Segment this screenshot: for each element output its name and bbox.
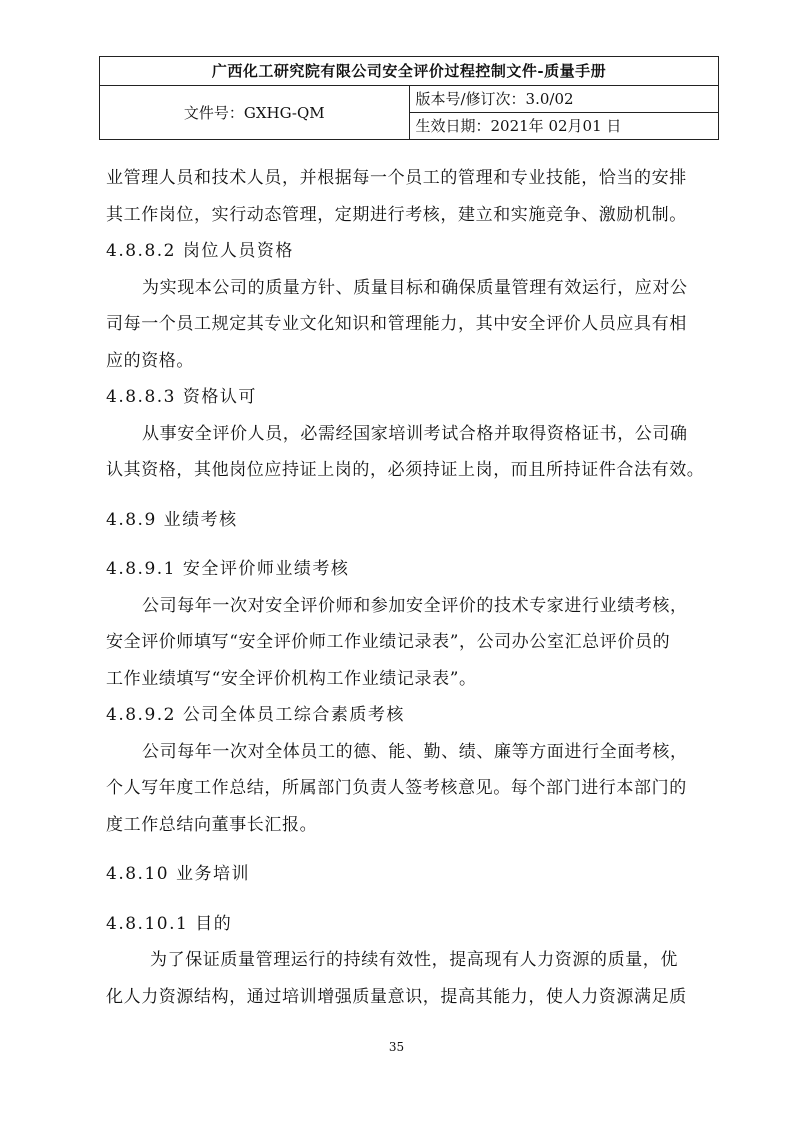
page-number: 35 [388,1040,405,1054]
spacer [106,843,721,856]
spacer [106,893,721,906]
paragraph-line: 其工作岗位，实行动态管理，定期进行考核，建立和实施竞争、激励机制。 [106,204,687,225]
spacer [106,489,721,502]
section-heading-4-8-8-2: 4.8.8.2 岗位人员资格 [106,241,294,261]
paragraph-line: 度工作总结向董事长汇报。 [106,814,318,835]
paragraph-line: 业管理人员和技术人员，并根据每一个员工的管理和专业技能，恰当的安排 [106,168,687,188]
paragraph-line: 化人力资源结构，通过培训增强质量意识，提高其能力，使人力资源满足质 [106,986,687,1007]
paragraph-line: 司每一个员工规定其专业文化知识和管理能力，其中安全评价人员应具有相 [106,314,687,334]
spacer [106,538,721,551]
document-number: 文件号：GXHG-QM [100,86,410,140]
paragraph-line: 公司每年一次对安全评价师和参加安全评价的技术专家进行业绩考核， [142,595,688,616]
paragraph-line: 公司每年一次对全体员工的德、能、勤、绩、廉等方面进行全面考核， [142,741,688,762]
paragraph-line: 认其资格，其他岗位应持证上岗的，必须持证上岗，而且所持证件合法有效。 [106,460,705,480]
paragraph-line: 应的资格。 [106,350,194,371]
document-header-table [99,56,719,140]
section-heading-4-8-10-1: 4.8.10.1 目的 [106,913,233,934]
section-heading-4-8-10: 4.8.10 业务培训 [106,864,250,884]
paragraph-line: 安全评价师填写“安全评价师工作业绩记录表”，公司办公室汇总评价员的 [106,632,671,652]
paragraph-line: 为了保证质量管理运行的持续有效性，提高现有人力资源的质量，优 [150,950,678,970]
paragraph-line: 从事安全评价人员，必需经国家培训考试合格并取得资格证书，公司确 [142,423,688,444]
paragraph-line: 个人写年度工作总结，所属部门负责人签考核意见。每个部门进行本部门的 [106,778,687,798]
effective-date: 生效日期：2021年 02月01 日 [409,113,719,140]
version-revision: 版本号/修订次：3.0/02 [409,86,719,113]
paragraph-line: 工作业绩填写“安全评价机构工作业绩记录表”。 [106,668,477,689]
document-body [106,160,721,1015]
section-heading-4-8-8-3: 4.8.8.3 资格认可 [106,387,257,407]
section-heading-4-8-9-1: 4.8.9.1 安全评价师业绩考核 [106,559,350,579]
manual-title: 广西化工研究院有限公司安全评价过程控制文件-质量手册 [100,57,719,86]
section-heading-4-8-9: 4.8.9 业绩考核 [106,509,238,530]
paragraph-line: 为实现本公司的质量方针、质量目标和确保质量管理有效运行，应对公 [142,277,688,298]
section-heading-4-8-9-2: 4.8.9.2 公司全体员工综合素质考核 [106,705,405,725]
